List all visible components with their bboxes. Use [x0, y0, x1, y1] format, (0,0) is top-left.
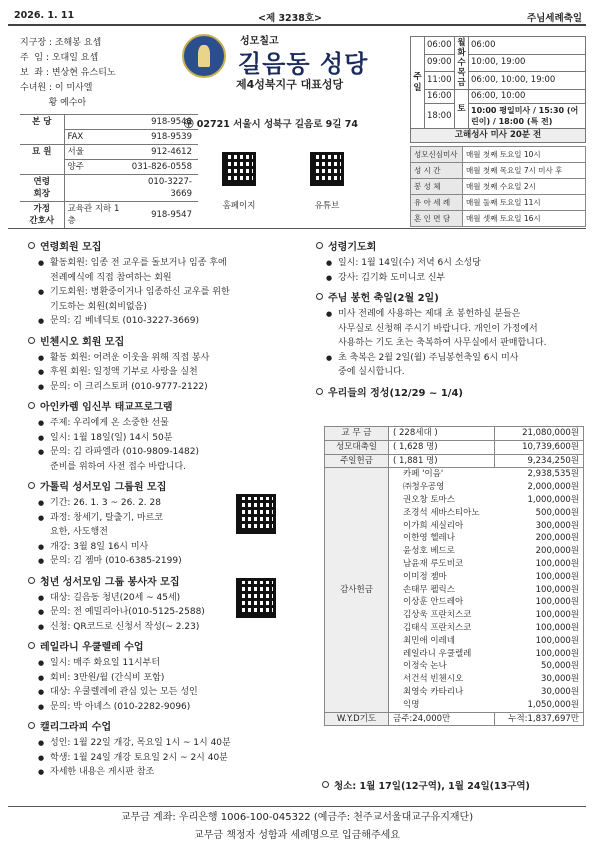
donor-amount: 100,000원 — [495, 609, 584, 622]
offerings-table — [324, 426, 584, 726]
feast-name: 주님세례축일 — [526, 13, 582, 24]
section-item: ● 미사 전례에 사용하는 제대 초 봉헌하실 분들은 — [316, 307, 588, 322]
donor-amount: 100,000원 — [495, 635, 584, 648]
staff-line: 지구장 : 조해봉 요셉 — [20, 38, 102, 48]
contact-row — [20, 202, 198, 229]
section-item: 준비를 위하여 사전 접수 바랍니다. — [50, 461, 187, 472]
section-item: ● 주제: 우리에게 온 소중한 선물 — [28, 416, 318, 431]
section-item: 기도하는 회원(회비없음) — [50, 301, 147, 312]
donor-amount: 2,938,535원 — [495, 468, 584, 481]
youtube-qr-code[interactable] — [310, 152, 344, 186]
contact-area: FAX — [64, 130, 127, 145]
offering-count: ( 1,628 명) — [389, 440, 495, 454]
section-title-text: 주님 봉헌 축일(2월 2일) — [328, 293, 439, 304]
section-divider — [8, 228, 586, 229]
offering-count: ( 228세대 ) — [389, 427, 495, 441]
section-item: ● 회비: 3만원/월 (간식비 포함) — [28, 671, 318, 686]
donor-amount: 200,000원 — [495, 545, 584, 558]
homepage-qr-label: 홈페이지 — [222, 201, 256, 211]
contact-number: 912-4612 — [127, 145, 198, 160]
bullet-icon — [316, 293, 323, 300]
donor-name: 손태무 펠릭스 — [389, 584, 495, 597]
section-title — [316, 290, 588, 307]
parish-logo — [182, 34, 226, 78]
mass-time: 11:00 — [425, 72, 455, 90]
contact-table — [20, 114, 198, 229]
offering-category: 성모대축일 — [325, 440, 389, 454]
mass-time: 18:00 — [425, 104, 455, 129]
bullet-icon — [28, 642, 35, 649]
donor-amount: 30,000원 — [495, 686, 584, 699]
section-item: ● 문의: 박 아녜스 (010-2282-9096) — [28, 700, 318, 715]
thanks-label: 감사헌금 — [325, 468, 389, 712]
section-title-text: 성령기도회 — [328, 242, 377, 253]
sacrament-name: 혼 인 면 담 — [411, 211, 463, 227]
youtube-qr-label: 유튜브 — [314, 201, 340, 211]
section-item: ● 일시: 매주 화요일 11시부터 — [28, 656, 318, 671]
footer-account: 교무금 계좌: 우리은행 1006-100-045322 (예금주: 천주교서울대교구유지재단) — [120, 812, 474, 823]
donor-name: 남윤재 루도비코 — [389, 558, 495, 571]
bullet-icon — [316, 242, 323, 249]
sacrament-name: 봉 성 체 — [411, 179, 463, 195]
section-item: 중에 실시합니다. — [338, 367, 405, 377]
contact-category: 묘 원 — [20, 145, 64, 160]
donor-name: 이정숙 논나 — [389, 660, 495, 673]
donor-amount: 100,000원 — [495, 622, 584, 635]
donor-name: 최민애 이레네 — [389, 635, 495, 648]
bullet-icon — [28, 722, 35, 729]
issue-number: <제 3238호> — [258, 13, 323, 24]
donor-name: 김상욱 프란치스코 — [389, 609, 495, 622]
section-item: ● 과정: 창세기, 탈출기, 마르코 — [28, 511, 318, 526]
offering-row — [325, 454, 584, 468]
section-title — [28, 239, 318, 256]
mass-schedule-table — [410, 36, 586, 143]
sacrament-name: 성 시 간 — [411, 163, 463, 179]
sacrament-row — [411, 147, 586, 163]
bullet-icon — [28, 402, 35, 409]
section-item: ● 대상: 길음동 청년(20세 ~ 45세) — [28, 591, 318, 606]
section-item: ● 성인: 1월 22일 개강, 목요일 1시 ~ 1시 40분 — [28, 736, 318, 751]
contact-number: 010-3227-3669 — [127, 175, 198, 202]
cleaning-schedule — [322, 778, 530, 795]
staff-line: 수녀원 : 이 미사엘 — [20, 83, 93, 93]
section-title-text: 연령회원 모집 — [40, 242, 102, 253]
donor-amount: 1,050,000원 — [495, 699, 584, 712]
contact-row — [20, 130, 198, 145]
donor-name: 이미정 젬마 — [389, 571, 495, 584]
weekday-label: 월화수목금 — [455, 37, 469, 90]
contact-area: 교육관 지하 1층 — [64, 202, 127, 229]
sacrament-name: 유 아 세 례 — [411, 195, 463, 211]
offering-category: 주일헌금 — [325, 454, 389, 468]
section-item: 전례예식에 직접 참여하는 회원 — [50, 272, 172, 283]
section-title-text: 청년 성서모임 그룹 봉사자 모집 — [40, 576, 180, 588]
donor-name: 레일라니 우쿨렐레 — [389, 648, 495, 661]
offering-row — [325, 440, 584, 454]
contact-area — [64, 175, 127, 202]
sacrament-name: 성모신심미사 — [411, 147, 463, 163]
wyd-total: 누적:1,837,697만 — [495, 712, 584, 726]
offering-count: ( 1,881 명) — [389, 454, 495, 468]
section-item: ● 문의: 전 예밀리아나(010-5125-2588) — [28, 605, 318, 620]
weekday-time: 10:00, 19:00 — [469, 54, 586, 72]
donor-amount: 100,000원 — [495, 571, 584, 584]
sacrament-row — [411, 179, 586, 195]
mass-time: 09:00 — [425, 54, 455, 72]
section-item: 요한, 사도행전 — [50, 527, 108, 537]
section-item: ● 개강: 3월 8일 16시 미사 — [28, 540, 318, 555]
bullet-icon — [316, 388, 323, 395]
contact-number: 918-9547 — [127, 202, 198, 229]
bullet-icon — [28, 577, 35, 584]
parish-subtitle: 제4성북지구 대표성당 — [236, 78, 344, 91]
staff-list — [20, 36, 200, 111]
section-item: ● 기간: 26. 1. 3 ~ 26. 2. 28 — [28, 496, 318, 511]
bible-study-qr-code[interactable] — [236, 494, 276, 534]
wyd-label: W.Y.D기도 — [325, 712, 389, 726]
section-title-text: 빈첸시오 회원 모집 — [40, 336, 125, 348]
section-item: 사용하는 기도 초는 축복하여 사무실에서 판매합니다. — [338, 338, 547, 348]
cleaning-text: 청소: 1월 17일(12구역), 1월 24일(13구역) — [334, 781, 530, 792]
bullet-icon — [322, 781, 329, 788]
donor-row — [325, 468, 584, 481]
section-title-text: 레일라니 우쿨렐레 수업 — [40, 642, 144, 653]
sacrament-time: 매월 첫째 토요일 10시 — [463, 147, 586, 163]
section-item: ● 문의: 김 젬마 (010-6385-2199) — [28, 554, 318, 569]
weekday-time: 06:00, 10:00, 19:00 — [469, 72, 586, 90]
homepage-qr-code[interactable] — [222, 152, 256, 186]
confession-note: 고해성사 미사 20분 전 — [411, 129, 586, 143]
contact-area — [64, 115, 127, 130]
donor-name: 카페 '이음' — [389, 468, 495, 481]
youth-bible-qr-code[interactable] — [236, 578, 276, 618]
sacrament-time: 매월 첫째 목요일 7시 미사 후 — [463, 163, 586, 179]
sacrament-row — [411, 163, 586, 179]
contact-category: 연령 회장 — [20, 175, 64, 202]
issue-date: 2026. 1. 11 — [14, 10, 75, 21]
parish-address: ㉾ 02721 서울시 성북구 길음로 9길 74 — [184, 119, 358, 130]
sacrament-time: 매월 셋째 토요일 16시 — [463, 211, 586, 227]
donor-amount: 500,000원 — [495, 507, 584, 520]
donor-name: 이가희 세실리아 — [389, 520, 495, 533]
contact-area: 양주 — [64, 160, 127, 175]
section-title — [28, 719, 318, 736]
saturday-label: 토 — [455, 90, 469, 129]
section-title — [28, 399, 318, 416]
section-item: ● 일시: 1월 14일(수) 저녁 6시 소성당 — [316, 256, 588, 271]
donor-amount: 300,000원 — [495, 520, 584, 533]
saturday-time: 10:00 평일미사 / 15:30 (어린이) / 18:00 (특 전) — [469, 104, 586, 129]
donor-amount: 2,000,000원 — [495, 481, 584, 494]
donor-amount: 1,000,000원 — [495, 494, 584, 507]
section-item: 사무실로 신청해 주시기 바랍니다. 개인이 가정에서 — [338, 323, 538, 334]
parish-motto: 성모칠고 — [240, 36, 279, 47]
mass-time: 06:00 — [425, 37, 455, 55]
weekday-time: 06:00 — [469, 37, 586, 55]
contact-category — [20, 160, 64, 175]
donor-name: 윤성호 베드로 — [389, 545, 495, 558]
section-item: ● 자세한 내용은 게시판 참조 — [28, 765, 318, 780]
donor-amount: 30,000원 — [495, 673, 584, 686]
donor-name: ㈜청우공영 — [389, 481, 495, 494]
section-title — [316, 239, 588, 256]
section-item: ● 후원 회원: 일정액 기부로 사랑을 실천 — [28, 365, 318, 380]
donor-name: 조경석 세바스티아노 — [389, 507, 495, 520]
contact-number: 918-9539 — [127, 130, 198, 145]
section-title-text: 우리들의 정성(12/29 ~ 1/4) — [328, 387, 463, 399]
right-column — [316, 234, 588, 402]
offering-amount: 10,739,600원 — [495, 440, 584, 454]
section-item: ● 문의: 이 크리스토퍼 (010-9777-2122) — [28, 380, 318, 395]
donor-amount: 100,000원 — [495, 596, 584, 609]
sacrament-time: 매월 첫째 수요일 2시 — [463, 179, 586, 195]
contact-number: 918-9540 — [127, 115, 198, 130]
offering-row — [325, 427, 584, 441]
donor-name: 권오창 토마스 — [389, 494, 495, 507]
offering-amount: 21,080,000원 — [495, 427, 584, 441]
donor-name: 이상훈 안드레아 — [389, 596, 495, 609]
staff-line: 주 임 : 오대일 요셉 — [20, 53, 99, 63]
contact-row — [20, 160, 198, 175]
section-item: ● 문의: 김 라파엘라 (010-9809-1482) — [28, 445, 318, 460]
bullet-icon — [28, 482, 35, 489]
section-item: ● 일시: 1월 18일(일) 14시 50분 — [28, 431, 318, 446]
section-title — [28, 639, 318, 656]
donor-name: 서건석 빈첸시오 — [389, 673, 495, 686]
sacrament-time: 매월 둘째 토요일 11시 — [463, 195, 586, 211]
section-item: ● 강사: 김기화 도미니코 신부 — [316, 271, 588, 286]
sunday-label: 주일 — [411, 37, 425, 129]
section-item: ● 초 축복은 2월 2일(월) 주님봉헌축일 6시 미사 — [316, 351, 588, 366]
contact-row — [20, 175, 198, 202]
sacrament-row — [411, 195, 586, 211]
contact-category: 가정 간호사 — [20, 202, 64, 229]
mass-time: 16:00 — [425, 90, 455, 104]
contact-category: 본 당 — [20, 115, 64, 130]
section-item: ● 활동회원: 임종 전 교우를 돌보거나 임종 후에 — [28, 256, 318, 271]
section-item: ● 문의: 김 베네딕토 (010-3227-3669) — [28, 314, 318, 329]
section-item: ● 신청: QR코드로 신청서 작성(~ 2.23) — [28, 620, 318, 635]
section-title-text: 캘리그라피 수업 — [40, 722, 112, 733]
section-title — [316, 385, 588, 402]
donor-amount: 200,000원 — [495, 532, 584, 545]
donor-name: 김태식 프란치스코 — [389, 622, 495, 635]
section-item: ● 활동 회원: 어려운 이웃을 위해 직접 봉사 — [28, 351, 318, 366]
section-item: ● 학생: 1월 24일 개강 토요일 2시 ~ 2시 40분 — [28, 751, 318, 766]
sacraments-table — [410, 146, 586, 227]
bullet-icon — [28, 337, 35, 344]
donor-amount: 100,000원 — [495, 558, 584, 571]
staff-line: 황 예수아 — [20, 98, 87, 108]
section-title — [28, 334, 318, 351]
contact-number: 031-826-0558 — [127, 160, 198, 175]
contact-row — [20, 115, 198, 130]
footer — [8, 806, 586, 845]
wyd-weekly: 금주:24,000만 — [389, 712, 495, 726]
contact-area: 서울 — [64, 145, 127, 160]
section-item: ● 대상: 우쿨렐레에 관심 있는 모든 성인 — [28, 685, 318, 700]
donor-name: 최영숙 카타리나 — [389, 686, 495, 699]
section-item: ● 기도회원: 병환중이거나 임종하신 교우를 위한 — [28, 285, 318, 300]
donor-amount: 100,000원 — [495, 648, 584, 661]
contact-category — [20, 130, 64, 145]
parish-name: 길음동 성당 — [238, 50, 369, 78]
staff-line: 보 좌 : 변상현 유스티노 — [20, 68, 116, 78]
donor-name: 익명 — [389, 699, 495, 712]
sacrament-row — [411, 211, 586, 227]
section-title-text: 가톨릭 성서모임 그룹원 모집 — [40, 482, 167, 493]
offering-category: 교 무 금 — [325, 427, 389, 441]
weekday-time: 06:00, 10:00 — [469, 90, 586, 104]
footer-note: 교무금 책정자 성함과 세례명으로 입금해주세요 — [194, 830, 400, 841]
donor-amount: 100,000원 — [495, 584, 584, 597]
donor-amount: 50,000원 — [495, 660, 584, 673]
contact-row — [20, 145, 198, 160]
section-title-text: 아인카렘 임신부 태교프로그램 — [40, 402, 173, 413]
donor-name: 이한영 헬레나 — [389, 532, 495, 545]
top-bar — [8, 8, 586, 26]
offering-amount: 9,234,250원 — [495, 454, 584, 468]
wyd-row — [325, 712, 584, 726]
bullet-icon — [28, 242, 35, 249]
